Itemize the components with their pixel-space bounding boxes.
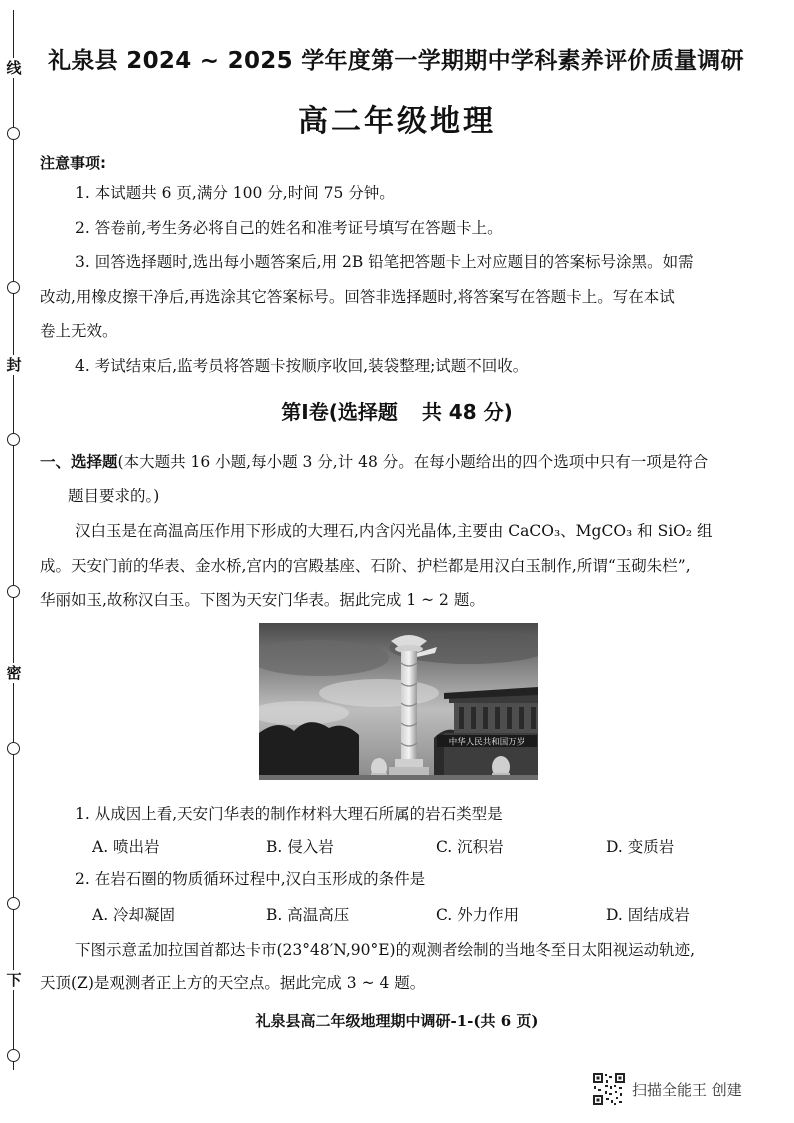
material-paragraph: 下图示意孟加拉国首都达卡市(23°48′N,90°E)的观测者绘制的当地冬至日太阳视运动轨迹, [75,941,696,959]
question-stem: 1. 从成因上看,天安门华表的制作材料大理石所属的岩石类型是 [75,805,503,823]
part-desc-cont: 题目要求的。) [68,487,160,505]
section-title-left: 第Ⅰ卷(选择题 [281,400,398,424]
notice-item: 改动,用橡皮擦干净后,再选涂其它答案标号。回答非选择题时,将答案写在答题卡上。写在本试 [40,288,675,306]
material-paragraph: 成。天安门前的华表、金水桥,宫内的宫殿基座、石阶、护栏都是用汉白玉制作,所谓“玉砌朱栏”, [40,557,691,575]
margin-label-seal: 封 [3,355,25,375]
huabiao-photo [259,623,538,780]
margin-circle [7,742,20,755]
option-a: A. 喷出岩 [92,838,160,856]
margin-label-secret: 密 [3,663,25,683]
exam-header: 礼泉县 2024 ~ 2025 学年度第一学期期中学科素养评价质量调研 [48,48,744,74]
option-d: D. 变质岩 [606,838,675,856]
material-paragraph: 天顶(Z)是观测者正上方的天空点。据此完成 3 ~ 4 题。 [40,974,426,992]
margin-circle [7,281,20,294]
margin-circle [7,897,20,910]
scanner-watermark [592,1072,742,1106]
margin-label-line: 线 [3,58,25,78]
page-title: 高二年级地理 [298,104,496,139]
notice-item: 卷上无效。 [40,322,118,340]
part-label: 一、选择题 [40,453,118,471]
section-title [0,396,794,425]
part-instructions [40,445,708,480]
notice-heading: 注意事项: [40,154,106,172]
material-paragraph: 汉白玉是在高温高压作用下形成的大理石,内含闪光晶体,主要由 CaCO₃、MgCO₃ 和 SiO₂ 组 [75,522,713,540]
option-b: B. 高温高压 [266,906,350,924]
scanner-text: 扫描全能王 创建 [632,1080,742,1099]
qr-code-icon [592,1072,626,1106]
option-d: D. 固结成岩 [606,906,690,924]
binding-line [13,10,14,1070]
margin-circle [7,1049,20,1062]
notice-item: 3. 回答选择题时,选出每小题答案后,用 2B 铅笔把答题卡上对应题目的答案标号涂黑。如需 [75,253,694,271]
gate-sign-text: 中华人民共和国万岁 [448,737,526,748]
section-title-right: 共 48 分) [421,400,513,424]
margin-circle [7,433,20,446]
part-desc: (本大题共 16 小题,每小题 3 分,计 48 分。在每小题给出的四个选项中只有一项是符合 [117,453,709,471]
notice-item: 2. 答卷前,考生务必将自己的姓名和准考证号填写在答题卡上。 [75,219,503,237]
option-a: A. 冷却凝固 [92,906,176,924]
option-c: C. 沉积岩 [436,838,504,856]
question-stem: 2. 在岩石圈的物质循环过程中,汉白玉形成的条件是 [75,870,426,888]
notice-item: 1. 本试题共 6 页,满分 100 分,时间 75 分钟。 [75,184,395,202]
material-paragraph: 华丽如玉,故称汉白玉。下图为天安门华表。据此完成 1 ~ 2 题。 [40,591,485,609]
margin-label-below: 下 [3,970,25,990]
option-c: C. 外力作用 [436,906,520,924]
option-b: B. 侵入岩 [266,838,334,856]
margin-circle [7,585,20,598]
page-footer: 礼泉县高二年级地理期中调研-1-(共 6 页) [255,1012,539,1030]
notice-item: 4. 考试结束后,监考员将答题卡按顺序收回,装袋整理;试题不回收。 [75,357,529,375]
